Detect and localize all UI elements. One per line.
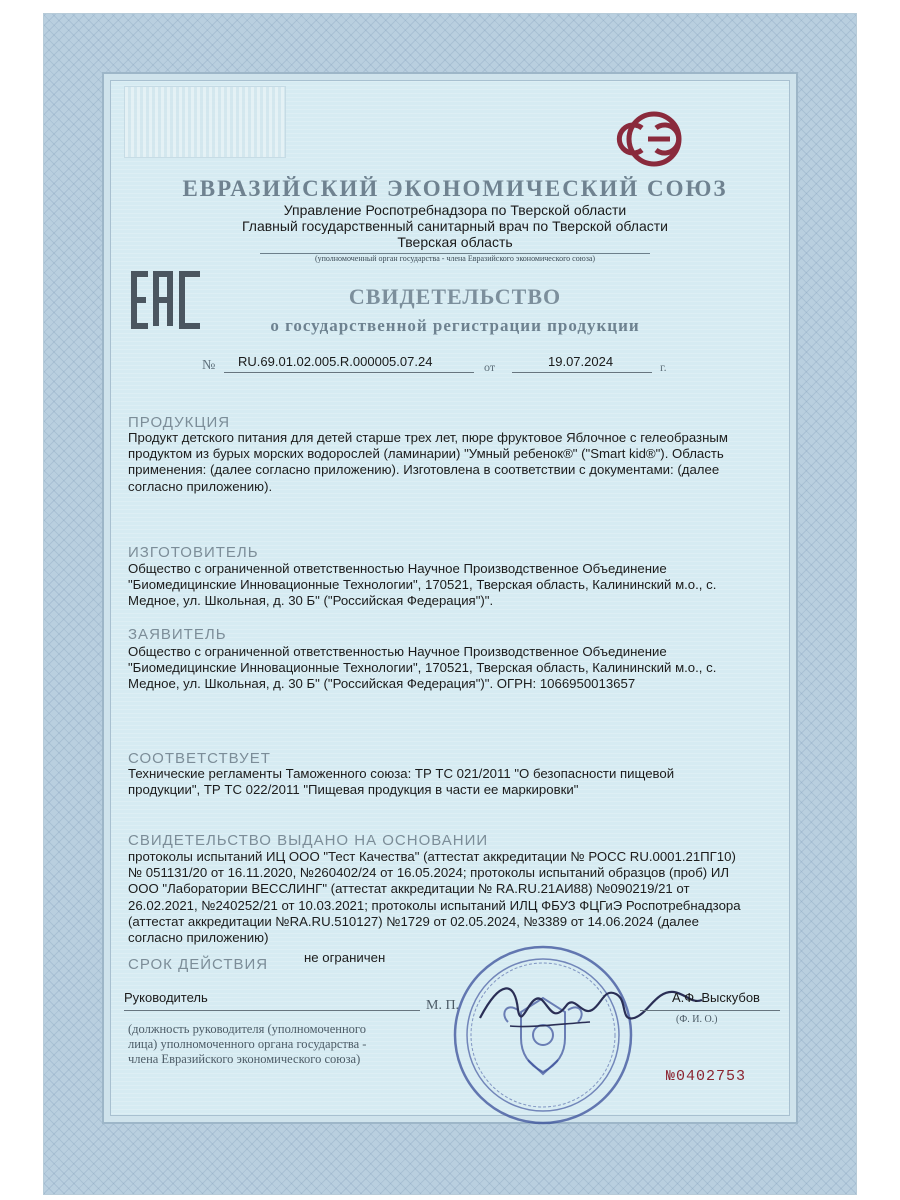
date-label: от	[484, 360, 496, 374]
basis-line: 26.02.2021, №240252/21 от 10.03.2021; протоколы испытаний ИЛЦ ФБУЗ ФЦГиЭ Роспотребнадзора	[128, 897, 741, 913]
head-name: А.Ф. Выскубов	[672, 990, 760, 1005]
basis-line: (аттестат аккредитации №RA.RU.510127) №1729 от 02.05.2024, №3389 от 14.06.2024 (далее	[128, 913, 699, 929]
name-caption: (Ф. И. О.)	[676, 1014, 718, 1025]
manufacturer-line: Общество с ограниченной ответственностью Научное Производственное Объединение	[128, 561, 667, 576]
applicant-line: Общество с ограниченной ответственностью Научное Производственное Объединение	[128, 644, 667, 659]
head-position: Руководитель	[124, 990, 208, 1005]
signature	[470, 970, 710, 1040]
date-underline	[512, 372, 652, 373]
applicant-line: Медное, ул. Школьная, д. 30 Б" ("Российская Федерация")". ОГРН: 1066950013657	[128, 676, 636, 692]
applicant-heading: ЗАЯВИТЕЛЬ	[128, 626, 227, 643]
product-line: применения: (далее согласно приложению). Изготовлена в соответствии с документами: (далее	[128, 462, 720, 478]
authority-line-2: Главный государственный санитарный врач по Тверской области	[241, 218, 668, 234]
product-text	[128, 430, 788, 495]
applicant-line: "Биомедицинские Инновационные Технологии", 170521, Тверская область, Калининский м.о., с.	[128, 660, 717, 676]
position-caption-line: лица) уполномоченного органа государства -	[128, 1037, 367, 1051]
manufacturer-heading: ИЗГОТОВИТЕЛЬ	[128, 544, 259, 561]
authority-line-3: Тверская область	[397, 234, 513, 250]
position-underline	[124, 1010, 420, 1011]
basis-line: ООО "Лаборатории ВЕССЛИНГ" (аттестат аккредитации № RA.RU.21АИ88) №090219/21 от	[128, 881, 690, 897]
position-caption-line: (должность руководителя (уполномоченного	[128, 1022, 366, 1036]
basis-line: согласно приложению)	[128, 930, 269, 946]
certificate-title: СВИДЕТЕЛЬСТВО	[348, 284, 562, 309]
conforms-text	[128, 766, 788, 798]
number-underline	[224, 372, 474, 373]
conforms-line: продукции", ТР ТС 022/2011 "Пищевая продукция в части ее маркировки"	[128, 782, 579, 798]
year-suffix: г.	[660, 360, 667, 374]
basis-line: протоколы испытаний ИЦ ООО "Тест Качества" (аттестат аккредитации № РОСС RU.0001.21ПГ10)	[128, 849, 736, 864]
basis-heading: СВИДЕТЕЛЬСТВО ВЫДАНО НА ОСНОВАНИИ	[128, 832, 489, 849]
position-caption-line: члена Евразийского экономического союза)	[128, 1052, 361, 1066]
conforms-line: Технические регламенты Таможенного союза: ТР ТС 021/2011 "О безопасности пищевой	[128, 766, 675, 781]
position-caption	[128, 1022, 438, 1067]
hologram-sticker	[124, 86, 286, 158]
validity-heading: СРОК ДЕЙСТВИЯ	[128, 956, 269, 973]
product-line: продуктом из бурых морских водорослей (ламинарии) "Умный ребенок®" ("Smart kid®"). Область	[128, 446, 724, 462]
certificate-subtitle: о государственной регистрации продукции	[270, 316, 640, 335]
product-line: согласно приложению).	[128, 478, 273, 494]
eac-mark-text: EAC	[130, 268, 133, 269]
authority-note: (уполномоченный орган государства - члена Евразийского экономического союза)	[314, 254, 596, 263]
applicant-text	[128, 644, 788, 693]
manufacturer-line: Медное, ул. Школьная, д. 30 Б" ("Российская Федерация")".	[128, 593, 494, 609]
manufacturer-line: "Биомедицинские Инновационные Технологии", 170521, Тверская область, Калининский м.о., с.	[128, 577, 717, 593]
number-label: №	[202, 358, 216, 373]
serial-number: №0402753	[666, 1068, 747, 1085]
authority-line-1: Управление Роспотребнадзора по Тверской области	[283, 202, 627, 218]
conforms-heading: СООТВЕТСТВУЕТ	[128, 750, 271, 767]
manufacturer-text	[128, 561, 788, 610]
mp-mark: М. П.	[426, 998, 460, 1013]
union-title: ЕВРАЗИЙСКИЙ ЭКОНОМИЧЕСКИЙ СОЮЗ	[182, 176, 728, 201]
certificate-date: 19.07.2024	[548, 354, 614, 369]
validity-value: не ограничен	[304, 950, 386, 965]
product-heading: ПРОДУКЦИЯ	[128, 414, 231, 431]
eac-mark-logo	[130, 268, 206, 332]
ce-mark-logo	[612, 110, 696, 168]
certificate-number: RU.69.01.02.005.R.000005.07.24	[238, 354, 433, 369]
basis-line: № 051131/20 от 16.11.2020, №260402/24 от 16.05.2024; протоколы испытаний образцов (проб) ИЛ	[128, 865, 729, 881]
name-underline	[640, 1010, 780, 1011]
product-line: Продукт детского питания для детей старше трех лет, пюре фруктовое Яблочное с гелеобразным	[128, 430, 728, 445]
basis-text	[128, 849, 788, 946]
